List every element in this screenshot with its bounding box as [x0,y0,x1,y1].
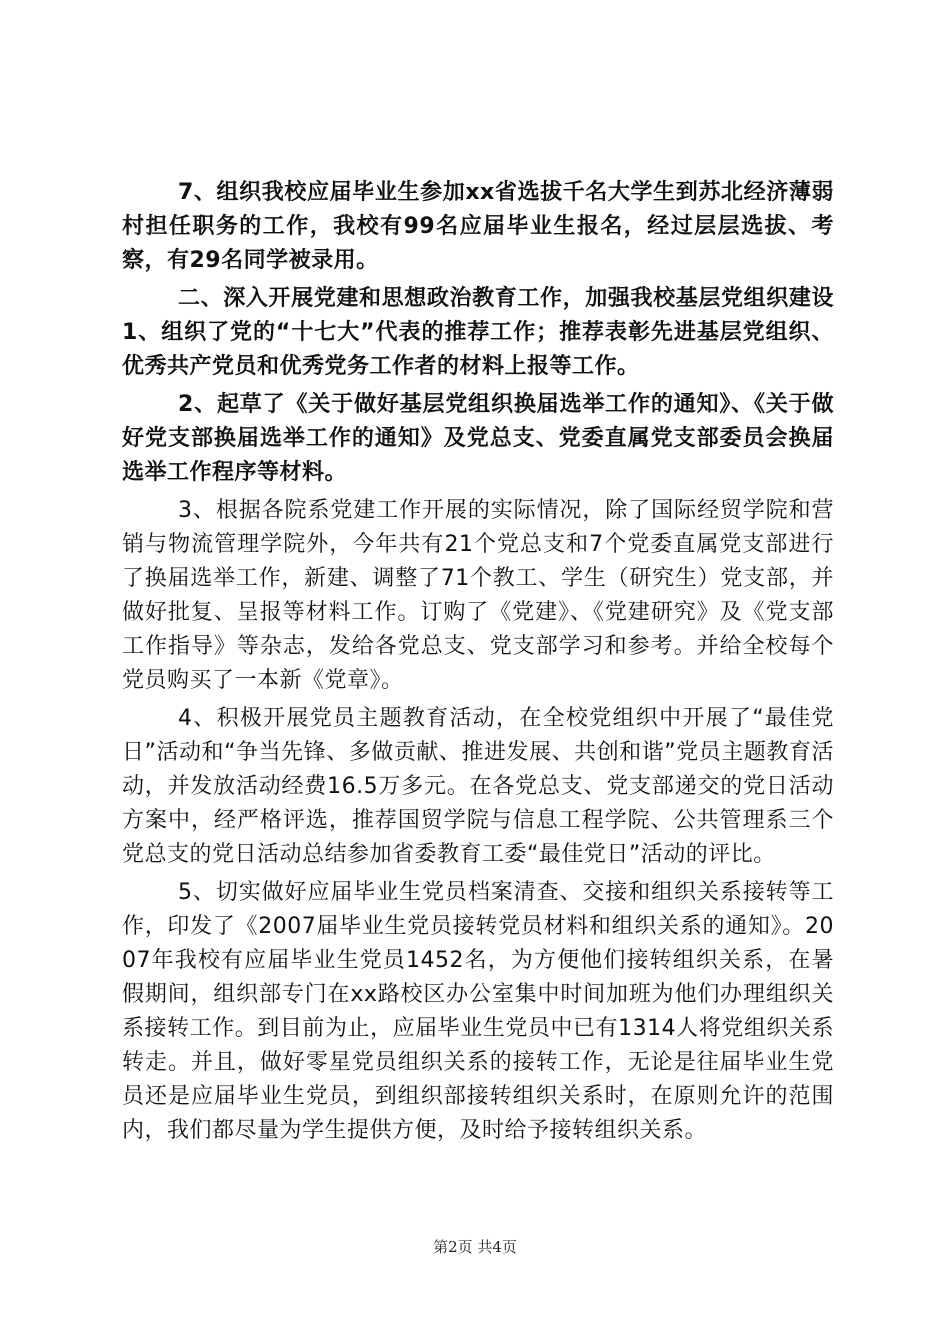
paragraph-7-graduates-selection: 7、组织我校应届毕业生参加xx省选拔千名大学生到苏北经济薄弱村担任职务的工作，我校有99名应届毕业生报名，经过层层选拔、考察，有29名同学被录用。 [122,180,834,273]
document-body [122,176,834,1152]
paragraph-3-branch-elections: 3、根据各院系党建工作开展的实际情况，除了国际经贸学院和营销与物流管理学院外，今年共有21个党总支和7个党委直属党支部进行了换届选举工作，新建、调整了71个教工、学生（研究生）党支部，并做好批复、呈报等材料工作。订购了《党建》、《党建研究》及《党支部工作指导》等杂志，发给各党总支、党支部学习和参考。并给全校每个党员购买了一本新《党章》。 [122,498,834,693]
paragraph-party-building-section: 二、深入开展党建和思想政治教育工作，加强我校基层党组织建设1、组织了党的“十七大”代表的推荐工作；推荐表彰先进基层党组织、优秀共产党员和优秀党务工作者的材料上报等工作。 [122,286,834,379]
page-footer: 第2页 共4页 [433,1238,517,1256]
paragraph-4-theme-education: 4、积极开展党员主题教育活动，在全校党组织中开展了“最佳党日”活动和“争当先锋、多做贡献、推进发展、共创和谐”党员主题教育活动，并发放活动经费16.5万多元。在各党总支、党支部递交的党日活动方案中，经严格评选，推荐国贸学院与信息工程学院、公共管理系三个党总支的党日活动总结参加省委教育工委“最佳党日”活动的评比。 [122,706,834,867]
paragraph-2-election-notices: 2、起草了《关于做好基层党组织换届选举工作的通知》、《关于做好党支部换届选举工作的通知》及党总支、党委直属党支部委员会换届选举工作程序等材料。 [122,392,834,485]
paragraph-5-graduate-transfers: 5、切实做好应届毕业生党员档案清查、交接和组织关系接转等工作，印发了《2007届毕业生党员接转党员材料和组织关系的通知》。2007年我校有应届毕业生党员1452名，为方便他们接转组织关系，在暑假期间，组织部专门在xx路校区办公室集中时间加班为他们办理组织关系接转工作。到目前为止，应届毕业生党员中已有1314人将党组织关系转走。并且，做好零星党员组织关系的接转工作，无论是往届毕业生党员还是应届毕业生党员，到组织部接转组织关系时，在原则允许的范围内，我们都尽量为学生提供方便，及时给予接转组织关系。 [122,880,834,1143]
